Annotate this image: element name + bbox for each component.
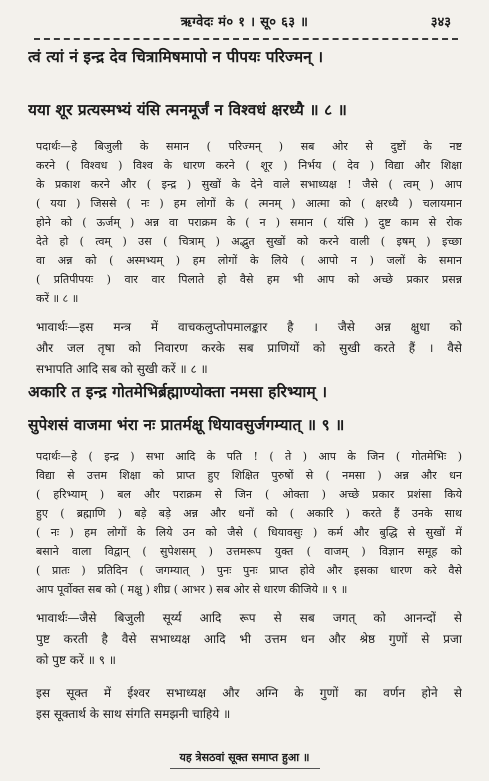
padartha-8-line: करें ॥ ८ ॥	[36, 292, 79, 305]
page-header	[0, 12, 489, 32]
header-rule	[34, 38, 458, 40]
padartha-9-line: ( नः ) हम लोगों के लिये उन को जैसे ( धियावसुः ) कर्म और बुद्धि से सुखों में	[36, 526, 462, 539]
padartha-9-line: विद्या से उत्तम शिक्षा को प्राप्त हुए शिक्षित पुरुषों से ( नमसा ) अन्न और धन	[36, 469, 462, 482]
summary-line: इस सूक्तार्थ के साथ संगति समझनी चाहिये ॥	[36, 707, 231, 721]
padartha-8-line: के प्रकाश करने और ( इन्द्र ) सुखों के देने वाले सभाध्यक्ष ! जैसे ( त्वम् ) आप	[36, 178, 462, 191]
padartha-9-line: आप पूर्वोक्त सब को ( मक्षु ) शीघ्र ( आभर ) सब ओर से धारण कीजिये ॥ ९ ॥	[36, 583, 348, 596]
padartha-8-line: होने को ( ऊर्जम् ) अन्न वा पराक्रम के ( न ) समान ( यंसि ) दुष्ट काम से रोक	[36, 216, 462, 229]
running-title: ऋग्वेदः मं० १ । सू० ६३ ॥	[180, 15, 309, 30]
padartha-8-line: देते हो ( त्वम् ) उस ( चित्राम् ) अद्भुत सुखों को करने वाली ( इषम् ) इच्छा	[36, 235, 462, 248]
padartha-8-line: वा अन्न को ( अस्मभ्यम् ) हम लोगों के लिये ( आपो न ) जलों के समान	[36, 254, 462, 267]
closing-rule	[170, 768, 320, 769]
bhavartha-8-line: भावार्थः—इस मन्त्र में वाचकलुप्तोपमालङ्कार है । जैसे अन्न क्षुधा को	[36, 320, 462, 334]
padartha-9-line: हुए ( ब्रह्माणि ) बड़े बड़े अन्न और धनों को ( अकारि ) करते हैं उनके साथ	[36, 507, 462, 520]
padartha-9-line: बसाने वाला विद्वान् ( सुपेशसम् ) उत्तमरूप युक्त ( वाजम् ) विज्ञान समूह को	[36, 545, 462, 558]
padartha-8-line: ( प्रतिपीपयः ) वार वार पिलाते हो वैसे हम भी आप को अच्छे प्रकार प्रसन्न	[36, 273, 462, 286]
bhavartha-9-line: पुष्ट करती है वैसे सभाध्यक्ष आदि भी उत्तम धन और श्रेष्ठ गुणों से प्रजा	[36, 632, 462, 646]
padartha-9-line: पदार्थः—हे ( इन्द्र ) सभा आदि के पति ! ( ते ) आप के जिन ( गोतमेभिः )	[36, 450, 462, 463]
closing-line: यह त्रेसठवां सूक्त समाप्त हुआ ॥	[179, 751, 310, 764]
padartha-8-line: करने ( विश्वध ) विश्व के धारण करने ( शूर ) निर्भय ( देव ) विद्या और शिक्षा	[36, 159, 462, 172]
verse-9-line-1: अकारि त इन्द्र गोतमेभिर्ब्रह्माण्योक्ता नमसा हरिभ्याम् ।	[28, 383, 328, 401]
bhavartha-9-line: भावार्थः—जैसे बिजुली सूर्य्य आदि रूप से सब जगत् को आनन्दों से	[36, 611, 462, 625]
bhavartha-8-line: और जल तृषा को निवारण करके सब प्राणियों को सुखी करते हैं । वैसे	[36, 341, 462, 355]
bhavartha-9-line: को पुष्ट करें ॥ ९ ॥	[36, 653, 116, 667]
padartha-8-line: ( यया ) जिससे ( नः ) हम लोगों के ( त्मनम् ) आत्मा को ( क्षरध्यै ) चलायमान	[36, 197, 462, 210]
padartha-9-line: ( प्रातः ) प्रतिदिन ( जगम्यात् ) पुनः पुनः प्राप्त होवे और इसका धारण करे वैसे	[36, 564, 462, 577]
padartha-9-line: ( हरिभ्याम् ) बल और पराक्रम से जिन ( ओक्ता ) अच्छे प्रकार प्रशंसा किये	[36, 488, 462, 501]
verse-9-line-2: सुपेशसं वाजमा भंरा नः प्रातर्मक्षू धियावसुर्जगम्यात् ॥ ९ ॥	[28, 416, 345, 434]
bhavartha-8-line: सभापति आदि सब को सुखी करें ॥ ८ ॥	[36, 362, 208, 376]
summary-line: इस सूक्त में ईश्वर सभाध्यक्ष और अग्नि के गुणों का वर्णन होने से	[36, 686, 462, 700]
verse-8-line-1: त्वं त्यां नं इन्द्र देव चित्रामिषमापो न पीपयः परिज्मन् ।	[28, 48, 324, 66]
page-number: ३४३	[430, 15, 451, 30]
padartha-8-line: पदार्थः—हे बिजुली के समान ( परिज्मन् ) सब ओर से दुष्टों के नष्ट	[36, 140, 462, 153]
verse-8-line-2: यया शूर प्रत्यस्मभ्यं यंसि त्मनमूर्जं न विश्वधं क्षरध्यै ॥ ८ ॥	[28, 101, 347, 119]
